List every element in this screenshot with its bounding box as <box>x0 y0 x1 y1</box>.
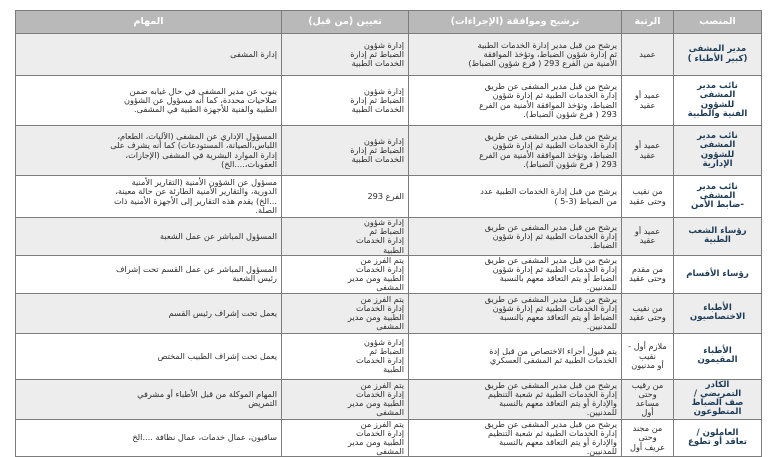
rank-line: وحتى عقيد <box>629 312 666 323</box>
appointment-cell <box>282 34 409 76</box>
nomination-line: للمدنيين. <box>586 446 617 457</box>
rank-line: وحتى <box>638 432 657 443</box>
appointment-line: الطبية ومن مدير <box>347 312 404 323</box>
role-title-line: صف الضباط <box>691 398 744 409</box>
nomination-line: يرشح من قبل مدير المشفى عن طريق <box>484 379 617 390</box>
role-title-line: -ضابط الأمن <box>691 200 744 211</box>
tasks-line: صلاحيات محددة، كما أنه مسؤول عن الشؤون <box>123 94 277 105</box>
rank-line: من مقدم <box>631 264 664 275</box>
role-title-line: المتطوعون <box>693 407 742 418</box>
table-body <box>16 34 762 457</box>
header-appointment: تعيين (من قبل) <box>282 11 409 34</box>
tasks-cell <box>16 176 282 218</box>
role-title-cell <box>674 218 762 256</box>
role-title-line: المشفى <box>699 140 736 151</box>
nomination-cell <box>409 126 622 176</box>
role-title-cell <box>674 126 762 176</box>
role-title-line: نائب مدير <box>697 81 738 92</box>
appointment-line: الخدمات الطبية <box>351 58 404 69</box>
rank-cell <box>622 419 674 457</box>
nomination-line: الضباط أو يتم التعاقد معهم بالنسبة <box>499 273 617 284</box>
appointment-cell <box>282 379 409 419</box>
role-title-line: رؤساء الشعب <box>688 226 747 237</box>
rank-line: أول <box>641 407 654 418</box>
rank-cell <box>622 76 674 126</box>
appointment-line: الخدمات الطبية <box>351 104 404 115</box>
rank-cell <box>622 293 674 333</box>
appointment-cell <box>282 218 409 256</box>
role-title-line: العاملون / <box>696 427 739 438</box>
nomination-line: يرشح من قبل مدير المشفى عن طريق <box>484 221 617 232</box>
role-title-line: الإدارية <box>702 158 733 169</box>
nomination-line: إدارة الخدمات الطبية ثم إدارة شؤون <box>492 264 617 275</box>
tasks-line: المهام الموكلة من قبل الأطباء أو مشرفي <box>137 388 277 399</box>
appointment-cell <box>282 255 409 293</box>
appointment-cell <box>282 176 409 218</box>
appointment-line: إدارة شؤون <box>363 135 404 146</box>
appointment-cell <box>282 126 409 176</box>
appointment-cell <box>282 293 409 333</box>
tasks-line: ساقيون، عمال خدمات، عمال نظافة ....الخ <box>132 432 277 443</box>
tasks-cell <box>16 34 282 76</box>
nomination-line: للمدنيين. <box>586 407 617 418</box>
table-row <box>16 76 762 126</box>
role-title-cell <box>674 34 762 76</box>
appointment-line: إدارة الخدمات <box>356 427 404 438</box>
tasks-cell <box>16 333 282 379</box>
rank-line: أو مدنيون <box>631 359 664 370</box>
tasks-line: إدارة الموارد البشرية في المشفى (الإجازات، <box>125 149 277 160</box>
role-title-cell <box>674 293 762 333</box>
rank-cell <box>622 126 674 176</box>
rank-line: عميد <box>639 48 656 59</box>
nomination-line: الأمنية من الفرع 293 ( فرع شؤون الضباط) <box>468 58 617 69</box>
appointment-cell <box>282 76 409 126</box>
tasks-line: الطبية والفنية للأجهزة الطبية في المشفى. <box>134 104 277 115</box>
appointment-line: المشفى <box>376 282 404 293</box>
rank-line: عقيد <box>639 99 656 110</box>
role-title-line: نائب مدير <box>697 131 738 142</box>
appointment-line: المشفى <box>376 446 404 457</box>
tasks-line: ...الخ) يقدم هذه التقارير إلى الأجهزة الأمنية ذات <box>113 195 277 206</box>
rank-cell <box>622 255 674 293</box>
nomination-cell <box>409 34 622 76</box>
table-row <box>16 34 762 76</box>
appointment-line: الخدمات الطبية <box>351 154 404 165</box>
rank-line: وحتى <box>638 388 657 399</box>
role-title-cell <box>674 76 762 126</box>
tasks-cell <box>16 255 282 293</box>
role-title-cell <box>674 255 762 293</box>
appointment-line: الطبية <box>383 364 404 375</box>
appointment-line: إدارة الخدمات <box>356 355 404 366</box>
tasks-line: الدورية، والتقارير الأمنية الطارئة عن حالة معينة، <box>115 186 277 197</box>
nomination-cell <box>409 176 622 218</box>
appointment-line: الضباط ثم إدارة <box>350 144 404 155</box>
role-title-line: الكادر <box>705 379 730 390</box>
nomination-line: 293 ( فرع شؤون الضباط). <box>523 108 617 119</box>
tasks-cell <box>16 419 282 457</box>
role-title-line: المقيمون <box>697 355 738 366</box>
rank-cell <box>622 379 674 419</box>
nomination-line: يتم قبول أجراء الاختصاص من قبل إدة <box>489 345 617 356</box>
nomination-line: يرشح من قبل مدير المشفى عن طريق <box>484 293 617 304</box>
role-title-line: الاختصاصيون <box>689 312 746 323</box>
tasks-line: المسؤول المباشر عن عمل الشعبة <box>159 230 277 241</box>
role-title-line: التمريضي / <box>693 388 742 399</box>
appointment-line: إدارة الخدمات <box>356 264 404 275</box>
tasks-cell <box>16 293 282 333</box>
nomination-line: يرشح من قبل مدير المشفى عن طريق <box>484 255 617 265</box>
nomination-cell <box>409 255 622 293</box>
nomination-line: والإدارة أو يتم التعاقد معهم بالنسبة <box>499 398 617 409</box>
role-title-cell <box>674 333 762 379</box>
role-title-line: الفنية والطبية <box>687 108 748 119</box>
rank-cell <box>622 176 674 218</box>
tasks-cell <box>16 218 282 256</box>
nomination-line: إدارة الخدمات الطبية ثم إدارة شؤون <box>492 302 617 313</box>
appointment-line: إدارة الخدمات <box>356 235 404 246</box>
rank-line: ملازم أول - <box>628 341 667 352</box>
table-row <box>16 333 762 379</box>
nomination-line: من الضباط (3-5 ) <box>554 195 617 206</box>
table-row <box>16 255 762 293</box>
nomination-line: للمدنيين. <box>586 282 617 293</box>
appointment-line: إدارة الخدمات <box>356 302 404 313</box>
nomination-line: إدارة الخدمات الطبية ثم إدارة شؤون <box>492 140 617 151</box>
nomination-cell <box>409 76 622 126</box>
table-row <box>16 419 762 457</box>
rank-cell <box>622 218 674 256</box>
rank-line: من مجند <box>632 423 663 434</box>
appointment-line: إدارة شؤون <box>363 39 404 50</box>
appointment-line: الضباط ثم إدارة <box>350 94 404 105</box>
nomination-line: إدارة الخدمات الطبية ثم شعبة التنظيم <box>488 427 617 438</box>
nomination-line: والإدارة أو يتم التعاقد معهم بالنسبة <box>499 437 617 448</box>
tasks-line: ينوب عن مدير المشفى في حال غيابه ضمن <box>129 85 277 96</box>
appointment-line: الفرع 293 <box>367 190 404 201</box>
nomination-line: الضباط، وتؤخذ الموافقة الأمنية من الفرع <box>479 149 617 160</box>
role-title-line: نائب مدير <box>697 181 738 192</box>
nomination-cell <box>409 218 622 256</box>
appointment-line: الضباط ثم <box>369 345 404 356</box>
tasks-line: المسؤول المباشر عن عمل القسم تحت إشراف <box>115 264 277 275</box>
role-title-line: المشفى <box>699 90 736 101</box>
rank-line: عميد أو <box>634 226 661 237</box>
rank-line: وحتى عقيد <box>629 195 666 206</box>
header-tasks: المهام <box>16 11 282 34</box>
role-title-line: رؤساء الأقسام <box>686 268 749 279</box>
nomination-line: يرشح من قبل مدير المشفى عن طريق <box>484 81 617 92</box>
rank-line: عقيد <box>639 235 656 246</box>
appointment-line: الطبية ومن مدير <box>347 273 404 284</box>
tasks-line: مسؤول عن الشؤون الأمنية (التقارير الأمنية <box>131 177 277 188</box>
rank-line: عقيد <box>639 149 656 160</box>
tasks-line: التمريض <box>248 398 277 409</box>
rank-line: من نقيب <box>632 302 663 313</box>
role-title-cell <box>674 176 762 218</box>
role-title-line: المشفى <box>699 190 736 201</box>
appointment-line: الضباط ثم <box>369 226 404 237</box>
appointment-line: المشفى <box>376 407 404 418</box>
nomination-line: الضباط أو يتم التعاقد معهم بالنسبة <box>499 312 617 323</box>
nomination-line: 293 ( فرع شؤون الضباط). <box>523 158 617 169</box>
nomination-line: يرشح من قبل مدير إدارة الخدمات الطبية <box>477 39 617 50</box>
appointment-line: إدارة شؤون <box>363 336 404 347</box>
rank-line: من نقيب <box>632 186 663 197</box>
rank-cell <box>622 34 674 76</box>
tasks-line: اللباس،الصيانة، المستودعات) كما أنه يشرف على <box>110 140 277 151</box>
appointment-line: يتم الفرز من <box>360 293 404 304</box>
appointment-line: يتم الفرز من <box>360 419 404 429</box>
nomination-line: ثم إدارة شؤون الضباط، وتؤخذ الموافقة <box>483 48 617 59</box>
hospital-roles-table-container <box>15 10 761 457</box>
nomination-line: إدارة الخدمات الطبية ثم شعبة التنظيم <box>488 388 617 399</box>
tasks-line: العقوبات،....الخ) <box>221 158 277 169</box>
header-row <box>16 11 762 34</box>
nomination-line: إدارة الخدمات الطبية ثم إدارة شؤون <box>492 230 617 241</box>
role-title-line: (كبير الأطباء ) <box>687 53 748 64</box>
tasks-cell <box>16 76 282 126</box>
nomination-cell <box>409 379 622 419</box>
nomination-line: الضباط، وتؤخذ الموافقة الأمنية من الفرع <box>479 99 617 110</box>
nomination-line: للمدنيين. <box>586 321 617 332</box>
tasks-line: رئيس الشعبة <box>232 273 277 284</box>
rank-line: عميد أو <box>634 90 661 101</box>
appointment-cell <box>282 333 409 379</box>
nomination-line: يرشح من قبل مدير المشفى عن طريق <box>484 131 617 142</box>
appointment-cell <box>282 419 409 457</box>
appointment-line: إدارة شؤون <box>363 85 404 96</box>
rank-line: وحتى عقيد <box>629 273 666 284</box>
tasks-line: يعمل تحت إشراف رئيس القسم <box>168 307 277 318</box>
tasks-line: إدارة المشفى <box>230 48 277 59</box>
nomination-cell <box>409 333 622 379</box>
role-title-line: الأطباء <box>703 302 732 313</box>
role-title-line: تعاقد أو تطوع <box>687 437 748 448</box>
nomination-line: الضباط. <box>589 240 617 250</box>
nomination-line: الخدمات الطبية ثم المشفى العسكري <box>489 355 617 366</box>
table-row <box>16 218 762 256</box>
nomination-cell <box>409 419 622 457</box>
role-title-line: مدير المشفى <box>688 44 747 55</box>
header-title: المنصب <box>674 11 762 34</box>
nomination-line: يرشح من قبل إدارة الخدمات الطبية عدد <box>480 186 617 197</box>
appointment-line: الضباط ثم إدارة <box>350 48 404 59</box>
appointment-line: الطبية ومن مدير <box>347 398 404 409</box>
tasks-line: الصلة. <box>255 204 277 215</box>
role-title-line: للشؤون <box>700 149 735 160</box>
appointment-line: يتم الفرز من <box>360 379 404 390</box>
tasks-cell <box>16 379 282 419</box>
role-title-cell <box>674 419 762 457</box>
tasks-cell <box>16 126 282 176</box>
nomination-cell <box>409 293 622 333</box>
header-rank: الرتبة <box>622 11 674 34</box>
header-nomination: ترشيح وموافقة (الإجراءات) <box>409 11 622 34</box>
appointment-line: إدارة شؤون <box>363 217 404 227</box>
table-row <box>16 126 762 176</box>
appointment-line: الطبية <box>383 244 404 255</box>
rank-line: عميد أو <box>634 140 661 151</box>
appointment-line: يتم الفرز من <box>360 255 404 265</box>
table-row <box>16 176 762 218</box>
appointment-line: الطبية ومن مدير <box>347 437 404 448</box>
table-row <box>16 293 762 333</box>
nomination-line: يرشح من قبل مدير المشفى عن طريق <box>484 419 617 429</box>
role-title-line: الأطباء <box>703 345 732 356</box>
appointment-line: المشفى <box>376 321 404 332</box>
nomination-line: إدارة الخدمات الطبية ثم إدارة شؤون <box>492 90 617 101</box>
rank-line: من رقيب <box>631 379 664 390</box>
role-title-line: الطبية <box>704 235 731 246</box>
appointment-line: إدارة الخدمات <box>356 388 404 399</box>
role-title-cell <box>674 379 762 419</box>
tasks-line: يعمل تحت إشراف الطبيب المختص <box>157 350 277 361</box>
rank-line: عريف أول <box>630 441 665 452</box>
rank-line: مساعد <box>635 398 660 409</box>
tasks-line: المسؤول الإداري عن المشفى (الآليات، الطعام، <box>117 131 277 142</box>
table-row <box>16 379 762 419</box>
role-title-line: للشؤون <box>700 99 735 110</box>
rank-line: نقيب <box>639 350 656 361</box>
rank-cell <box>622 333 674 379</box>
hospital-roles-table <box>15 10 762 457</box>
